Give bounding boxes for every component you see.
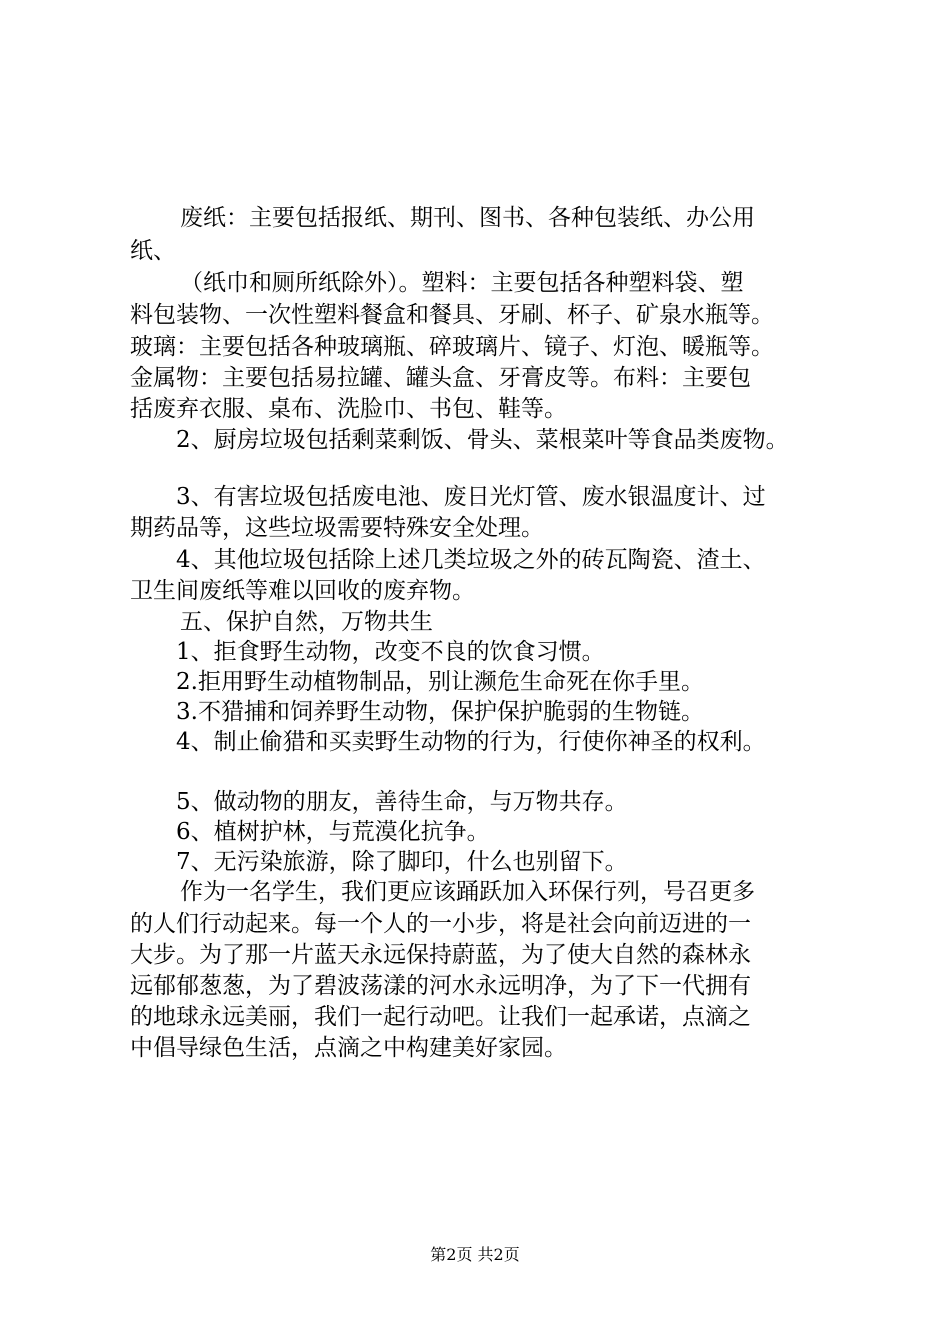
text-line-26: 中倡导绿色生活，点滴之中构建美好家园。 xyxy=(130,1035,567,1061)
text-line-3: （纸巾和厕所纸除外）。塑料：主要包括各种塑料袋、塑 xyxy=(180,270,744,296)
text-line-21: 作为一名学生，我们更应该踊跃加入环保行列，号召更多 xyxy=(180,879,755,905)
text-line-8: 2、厨房垃圾包括剩菜剩饭、骨头、菜根菜叶等食品类废物。 xyxy=(176,427,789,453)
text-line-6: 金属物：主要包括易拉罐、罐头盒、牙膏皮等。布料：主要包 xyxy=(130,365,751,391)
text-line-5: 玻璃：主要包括各种玻璃瓶、碎玻璃片、镜子、灯泡、暖瓶等。 xyxy=(130,334,774,360)
text-line-25: 的地球永远美丽，我们一起行动吧。让我们一起承诺，点滴之 xyxy=(130,1004,751,1030)
text-line-12: 卫生间废纸等难以回收的废弃物。 xyxy=(130,578,475,604)
text-line-10: 期药品等，这些垃圾需要特殊安全处理。 xyxy=(130,515,544,541)
text-line-1: 废纸：主要包括报纸、期刊、图书、各种包装纸、办公用 xyxy=(180,205,755,231)
text-line-19: 6、植树护林，与荒漠化抗争。 xyxy=(176,819,490,845)
text-line-17: 4、制止偷猎和买卖野生动物的行为，行使你神圣的权利。 xyxy=(176,729,766,755)
text-line-16: 3.不猎捕和饲养野生动物，保护保护脆弱的生物链。 xyxy=(176,699,704,725)
text-line-20: 7、无污染旅游，除了脚印，什么也别留下。 xyxy=(176,849,628,875)
text-line-14: 1、拒食野生动物，改变不良的饮食习惯。 xyxy=(176,639,605,665)
text-line-4: 料包装物、一次性塑料餐盒和餐具、牙刷、杯子、矿泉水瓶等。 xyxy=(130,302,774,328)
text-line-22: 的人们行动起来。每一个人的一小步，将是社会向前迈进的一 xyxy=(130,911,751,937)
text-line-2: 纸、 xyxy=(130,238,176,264)
text-line-7: 括废弃衣服、桌布、洗脸巾、书包、鞋等。 xyxy=(130,396,567,422)
text-line-23: 大步。为了那一片蓝天永远保持蔚蓝，为了使大自然的森林永 xyxy=(130,942,751,968)
page-footer: 第2页 共2页 xyxy=(430,1245,520,1264)
text-line-18: 5、做动物的朋友，善待生命，与万物共存。 xyxy=(176,789,628,815)
text-line-15: 2.拒用野生动植物制品，别让濒危生命死在你手里。 xyxy=(176,669,704,695)
text-line-11: 4、其他垃圾包括除上述几类垃圾之外的砖瓦陶瓷、渣土、 xyxy=(176,547,766,573)
text-line-9: 3、有害垃圾包括废电池、废日光灯管、废水银温度计、过 xyxy=(176,484,766,510)
text-line-24: 远郁郁葱葱，为了碧波荡漾的河水永远明净，为了下一代拥有 xyxy=(130,973,751,999)
section-heading: 五、保护自然，万物共生 xyxy=(180,609,433,635)
